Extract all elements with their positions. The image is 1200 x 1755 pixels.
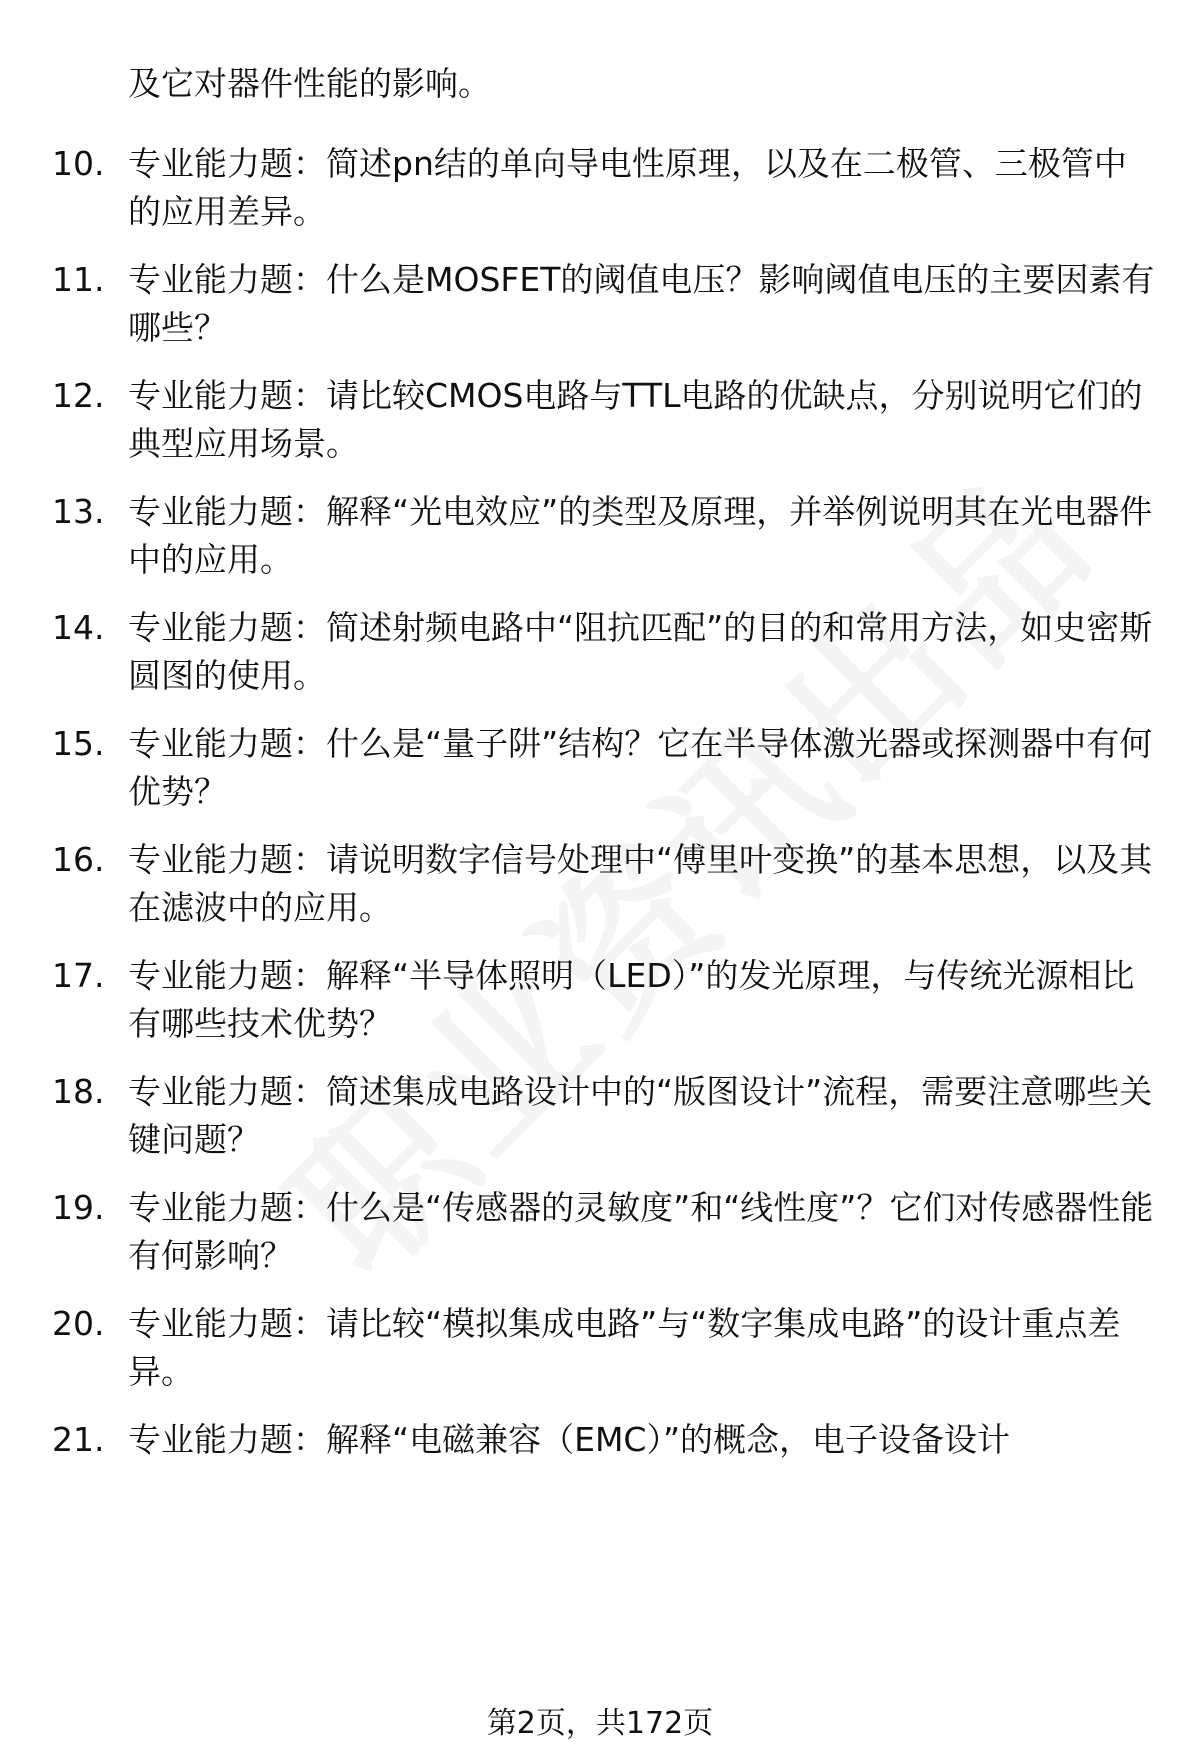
list-item [0, 720, 1200, 816]
list-item [0, 952, 1200, 1048]
item-text: 专业能力题：什么是“量子阱”结构？它在半导体激光器或探测器中有何优势？ [128, 724, 1153, 811]
item-number: 15. [52, 724, 105, 763]
item-text: 专业能力题：请比较“模拟集成电路”与“数字集成电路”的设计重点差异。 [128, 1304, 1121, 1391]
continuation-text: 及它对器件性能的影响。 [128, 64, 491, 103]
item-number: 12. [52, 376, 105, 415]
item-text: 专业能力题：什么是“传感器的灵敏度”和“线性度”？它们对传感器性能有何影响？ [128, 1188, 1154, 1275]
item-text: 专业能力题：什么是MOSFET的阈值电压？影响阈值电压的主要因素有哪些？ [128, 260, 1155, 347]
item-text: 专业能力题：解释“光电效应”的类型及原理，并举例说明其在光电器件中的应用。 [128, 492, 1153, 579]
item-text: 专业能力题：简述射频电路中“阻抗匹配”的目的和常用方法，如史密斯圆图的使用。 [128, 608, 1153, 695]
list-item [0, 488, 1200, 584]
item-number: 20. [52, 1304, 105, 1343]
list-item [0, 1416, 1200, 1464]
item-number: 19. [52, 1188, 105, 1227]
item-text: 专业能力题：请说明数字信号处理中“傅里叶变换”的基本思想，以及其在滤波中的应用。 [128, 840, 1153, 927]
item-text: 专业能力题：解释“电磁兼容（EMC）”的概念，电子设备设计 [128, 1420, 1011, 1459]
item-text: 专业能力题：解释“半导体照明（LED）”的发光原理，与传统光源相比有哪些技术优势？ [128, 956, 1135, 1043]
list-item [0, 836, 1200, 932]
list-item [0, 1300, 1200, 1396]
item-number: 10. [52, 144, 105, 183]
item-number: 18. [52, 1072, 105, 1111]
item-number: 13. [52, 492, 105, 531]
list-item [0, 256, 1200, 352]
list-item [0, 604, 1200, 700]
item-number: 14. [52, 608, 105, 647]
item-number: 11. [52, 260, 105, 299]
item-text: 专业能力题：简述pn结的单向导电性原理，以及在二极管、三极管中的应用差异。 [128, 144, 1127, 231]
list-item [0, 140, 1200, 236]
list-item [0, 372, 1200, 468]
item-number: 16. [52, 840, 105, 879]
item-number: 21. [52, 1420, 105, 1459]
list-item [0, 1068, 1200, 1164]
item-text: 专业能力题：请比较CMOS电路与TTL电路的优缺点，分别说明它们的典型应用场景。 [128, 376, 1143, 463]
page-footer: 第2页，共172页 [486, 1706, 714, 1741]
list-item [0, 1184, 1200, 1280]
item-number: 17. [52, 956, 105, 995]
item-text: 专业能力题：简述集成电路设计中的“版图设计”流程，需要注意哪些关键问题？ [128, 1072, 1153, 1159]
